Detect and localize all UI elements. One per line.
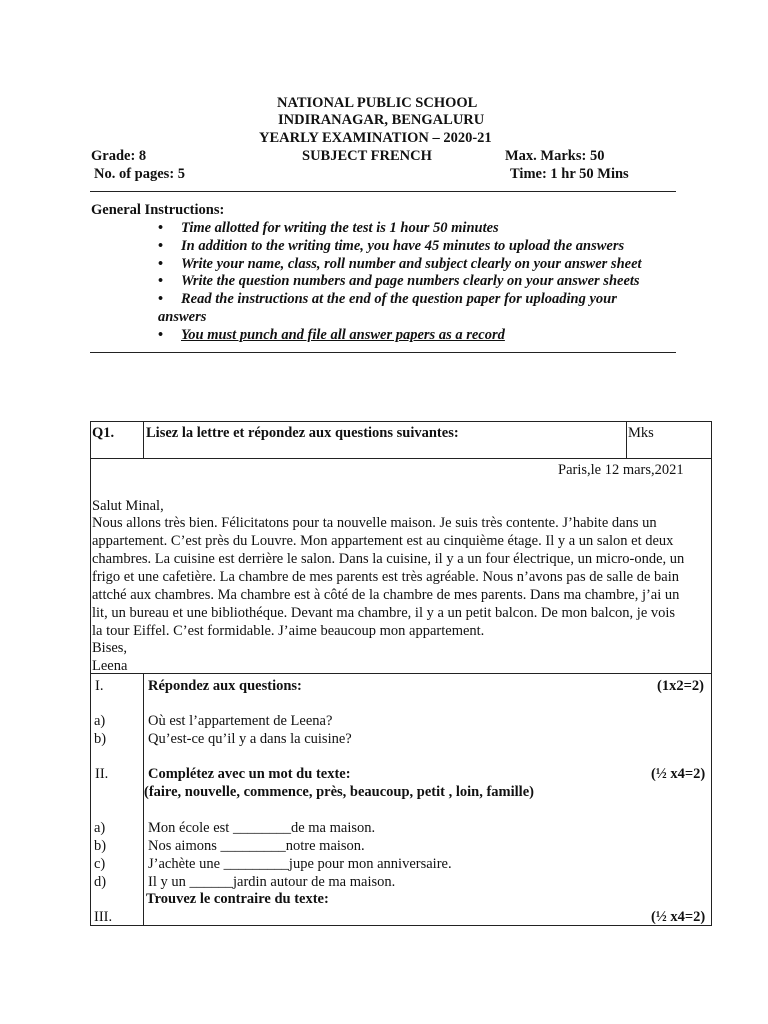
- school-location: INDIRANAGAR, BENGALURU: [278, 112, 485, 128]
- q1-prompt: Lisez la lettre et répondez aux questions suivantes:: [146, 425, 459, 441]
- table-border-top: [90, 421, 712, 422]
- question-letter: b): [94, 731, 107, 747]
- table-col-divider-header: [143, 421, 144, 458]
- letter-signature: Leena: [92, 658, 128, 674]
- time-label: Time: 1 hr 50 Mins: [510, 166, 629, 182]
- question-letter: a): [94, 713, 106, 729]
- letter-line: la tour Eiffel. C’est formidable. J’aime beaucoup mon appartement.: [92, 623, 485, 639]
- instruction-item: Write your name, class, roll number and subject clearly on your answer sheet: [181, 256, 642, 272]
- question-letter: a): [94, 820, 106, 836]
- question-text: Où est l’appartement de Leena?: [148, 713, 333, 729]
- question-text: Mon école est ________de ma maison.: [148, 820, 376, 836]
- max-marks-label: Max. Marks: 50: [505, 148, 605, 164]
- subject-label: SUBJECT FRENCH: [302, 148, 432, 164]
- letter-greeting: Salut Minal,: [92, 498, 164, 514]
- part1-title: Répondez aux questions:: [148, 678, 302, 694]
- grade-label: Grade: 8: [91, 148, 147, 164]
- question-letter: d): [94, 874, 107, 890]
- part1-label: I.: [95, 678, 104, 694]
- letter-line: appartement. C’est près du Louvre. Mon appartement est au cinquième étage. Il y a un salon et deux: [92, 533, 674, 549]
- question-text: Qu’est-ce qu’il y a dans la cuisine?: [148, 731, 352, 747]
- instruction-item: Time allotted for writing the test is 1 hour 50 minutes: [181, 220, 499, 236]
- letter-line: frigo et une cafetière. La chambre de mes parents est très agréable. Nous n’avons pas de salle de bain: [92, 569, 680, 585]
- bullet-icon: •: [158, 327, 164, 343]
- question-text: Nos aimons _________notre maison.: [148, 838, 365, 854]
- marks-header: Mks: [628, 425, 654, 441]
- bullet-icon: •: [158, 256, 164, 272]
- header-divider: [90, 191, 676, 192]
- instruction-item: Read the instructions at the end of the question paper for uploading your: [181, 291, 617, 307]
- instructions-title: General Instructions:: [91, 202, 225, 218]
- instruction-item: In addition to the writing time, you have 45 minutes to upload the answers: [181, 238, 625, 254]
- part2-label: II.: [95, 766, 109, 782]
- part3-marks: (½ x4=2): [651, 909, 706, 925]
- table-col-divider-marks: [626, 421, 627, 458]
- part3-label: III.: [94, 909, 113, 925]
- bullet-icon: •: [158, 273, 164, 289]
- part2-options: (faire, nouvelle, commence, près, beaucoup, petit , loin, famille): [144, 784, 534, 800]
- instruction-item-continued: answers: [158, 309, 207, 325]
- part2-marks: (½ x4=2): [651, 766, 706, 782]
- bullet-icon: •: [158, 238, 164, 254]
- question-letter: c): [94, 856, 106, 872]
- question-text: Il y un ______jardin autour de ma maison.: [148, 874, 396, 890]
- instruction-item: Write the question numbers and page numbers clearly on your answer sheets: [181, 273, 640, 289]
- q1-number: Q1.: [92, 425, 115, 441]
- letter-date: Paris,le 12 mars,2021: [558, 462, 684, 478]
- letter-line: chambres. La cuisine est derrière le salon. Dans la cuisine, il y a un four électrique, un micro-onde, un: [92, 551, 685, 567]
- table-border-bottom: [90, 925, 712, 926]
- letter-line: lit, un bureau et une bibliothéque. Devant ma chambre, il y a un petit balcon. De mon balcon, je vois: [92, 605, 676, 621]
- bullet-icon: •: [158, 220, 164, 236]
- pages-label: No. of pages: 5: [94, 166, 186, 182]
- part3-title: Trouvez le contraire du texte:: [146, 891, 329, 907]
- letter-closing: Bises,: [92, 640, 128, 656]
- question-letter: b): [94, 838, 107, 854]
- instruction-item: You must punch and file all answer papers as a record: [181, 327, 505, 343]
- school-name: NATIONAL PUBLIC SCHOOL: [277, 95, 478, 111]
- part1-marks: (1x2=2): [657, 678, 704, 694]
- instructions-divider: [90, 352, 676, 353]
- letter-line: Nous allons très bien. Félicitatons pour ta nouvelle maison. Je suis très contente. J’habite dans un: [92, 515, 657, 531]
- bullet-icon: •: [158, 291, 164, 307]
- table-header-bottom: [90, 458, 712, 459]
- letter-line: attché aux chambres. Ma chambre est à côté de la chambre de mes parents. Dans ma chambre, j’ai un: [92, 587, 680, 603]
- part2-title: Complétez avec un mot du texte:: [148, 766, 351, 782]
- question-text: J’achète une _________jupe pour mon anniversaire.: [148, 856, 452, 872]
- exam-title: YEARLY EXAMINATION – 2020-21: [259, 130, 492, 146]
- table-letter-bottom: [90, 673, 712, 674]
